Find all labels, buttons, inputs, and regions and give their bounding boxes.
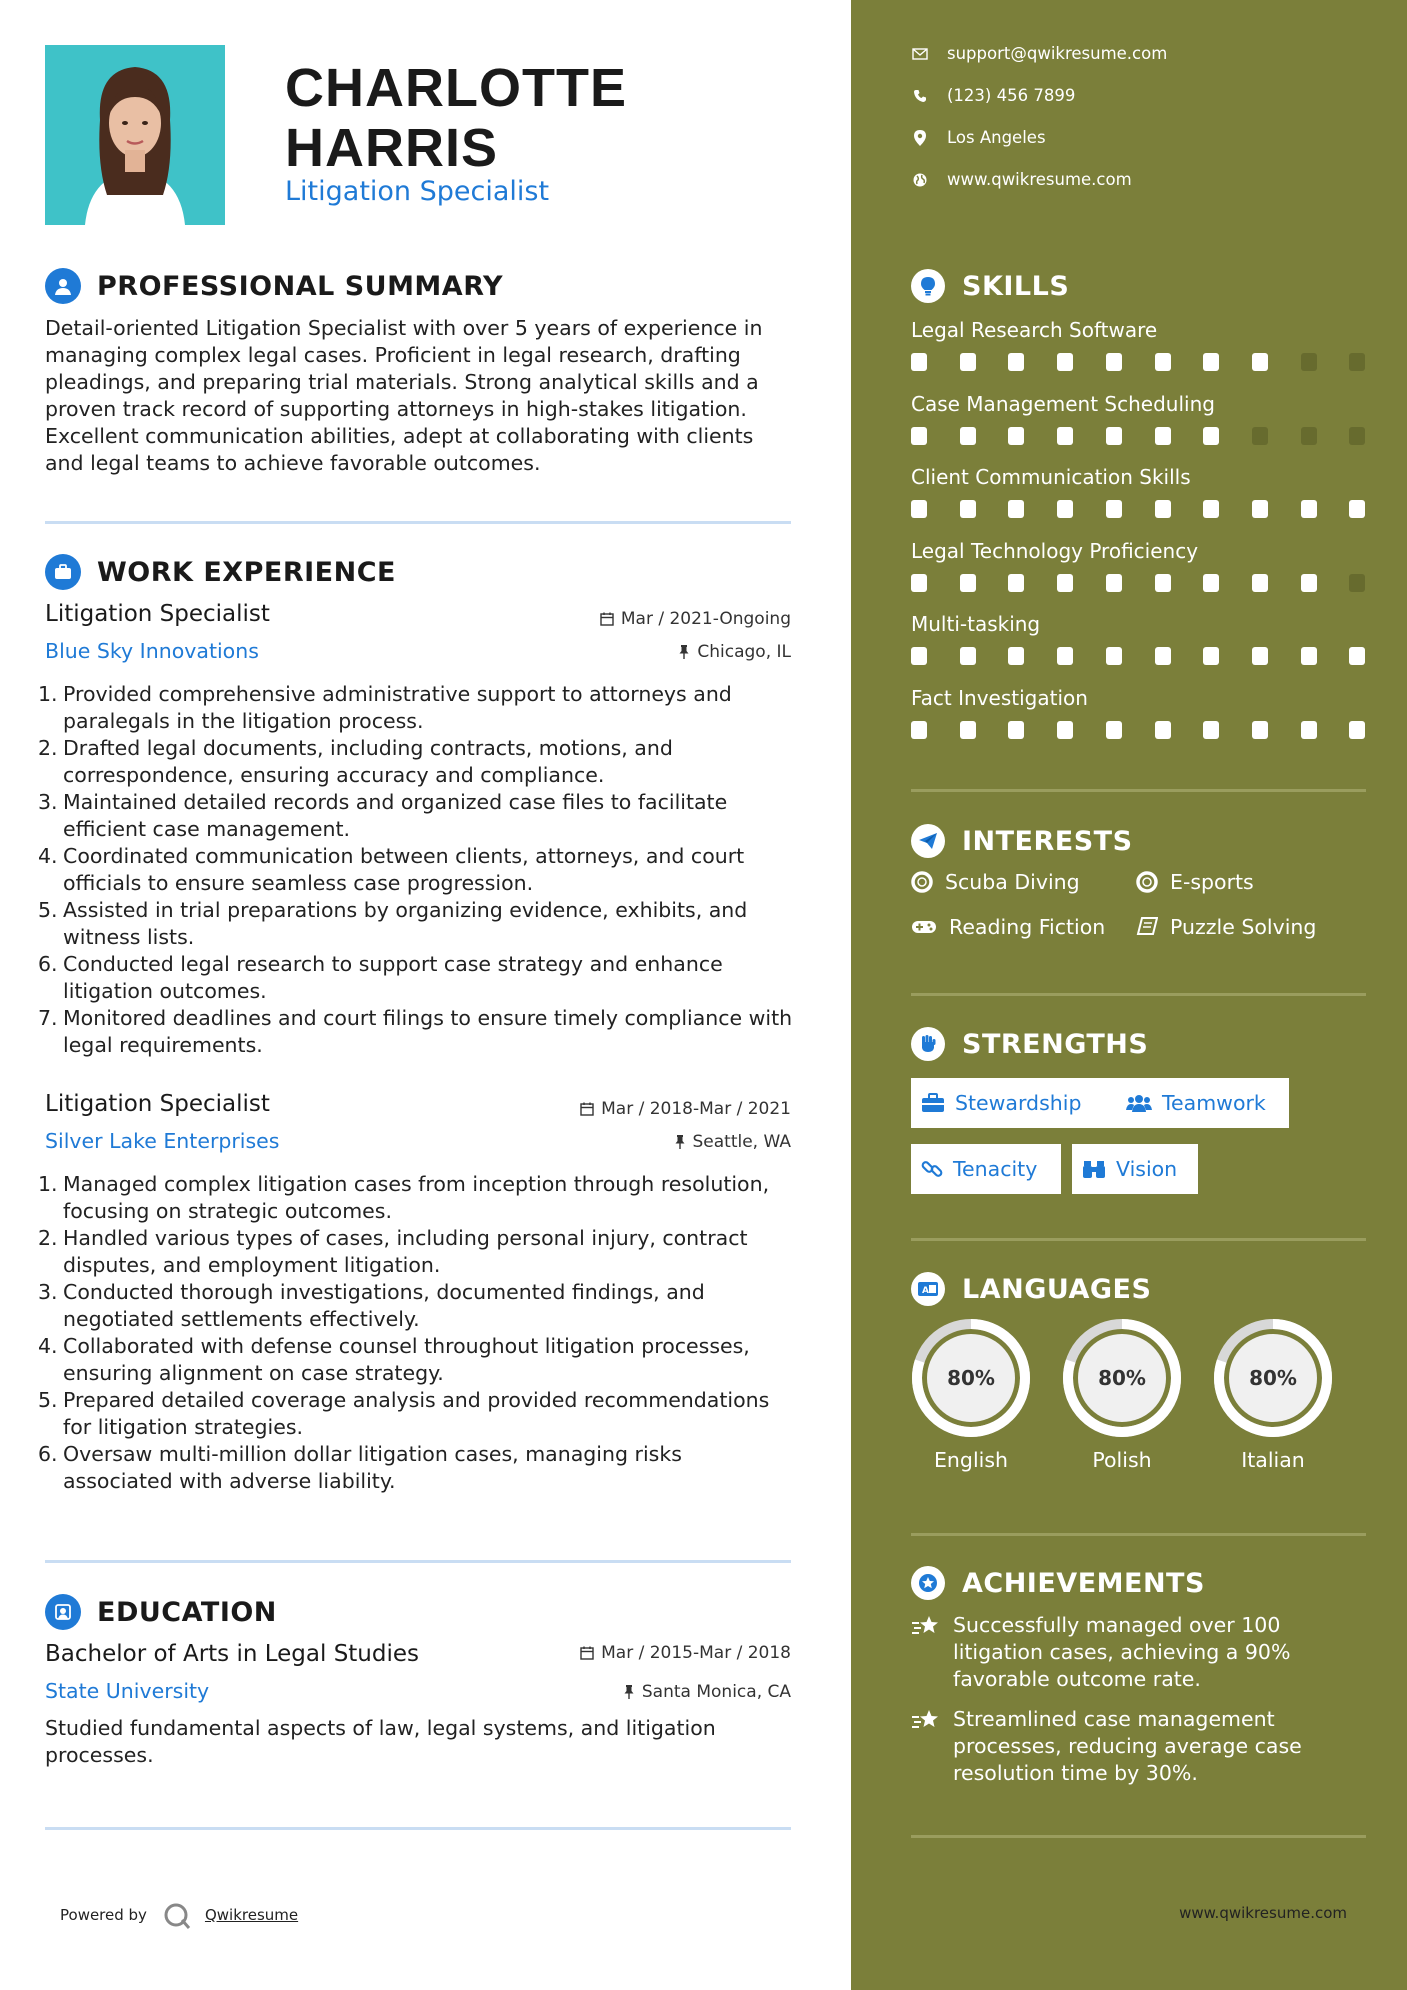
item-text: Drafted legal documents, including contracts, motions, and correspondence, ensuring accuracy and compliance. [63, 736, 673, 787]
rating-dot-filled [1155, 721, 1171, 739]
rating-dot-filled [911, 427, 927, 445]
strength-teamwork [1116, 1078, 1289, 1128]
qwikresume-link[interactable]: Qwikresume [204, 1906, 299, 1924]
language-percent: 80% [1098, 1366, 1146, 1390]
calendar-icon [580, 1646, 594, 1660]
job-1-location-text: Chicago, IL [697, 642, 791, 662]
star-badge-icon [911, 1566, 945, 1600]
rating-dot-filled [911, 500, 927, 518]
summary-heading: PROFESSIONAL SUMMARY [97, 270, 504, 302]
pin-icon [678, 645, 690, 659]
strength-label: Vision [1116, 1157, 1178, 1181]
interest-label: Scuba Diving [945, 870, 1080, 894]
interests-section-header [911, 824, 1133, 858]
users-icon [1126, 1093, 1152, 1113]
responsibility-item [38, 897, 798, 951]
rating-dot-filled [1057, 721, 1073, 739]
rating-dot-filled [1203, 353, 1219, 371]
item-text: Monitored deadlines and court filings to ensure timely compliance with legal requirements. [63, 1006, 793, 1057]
job-1-location [678, 642, 791, 662]
paper-plane-icon [911, 824, 945, 858]
skill-name: Legal Research Software [911, 318, 1158, 342]
rating-dot-filled [960, 353, 976, 371]
shooting-star-icon [911, 1614, 941, 1638]
rating-dot-filled [1349, 647, 1365, 665]
achievement-text: Successfully managed over 100 litigation cases, achieving a 90% favorable outcome rate. [953, 1613, 1291, 1691]
skills-section-header [911, 269, 1069, 303]
contact-email [911, 44, 1167, 63]
responsibility-item [38, 1225, 798, 1279]
calendar-icon [600, 612, 614, 626]
item-text: Oversaw multi-million dollar litigation cases, managing risks associated with adverse liability. [63, 1442, 682, 1493]
rating-dot-filled [960, 647, 976, 665]
item-number: 5. [38, 898, 58, 922]
svg-text:A: A [922, 1286, 929, 1296]
skill-name: Fact Investigation [911, 685, 1088, 710]
translate-icon [911, 1272, 945, 1306]
rating-dot-empty [1301, 427, 1317, 445]
rating-dot-filled [1057, 574, 1073, 592]
rating-dot-filled [911, 574, 927, 592]
item-text: Prepared detailed coverage analysis and provided recommendations for litigation strategies. [63, 1388, 770, 1439]
section-divider [45, 521, 791, 524]
education-dates [580, 1643, 791, 1663]
section-divider [911, 993, 1366, 996]
section-divider [911, 1533, 1366, 1536]
rating-dot-filled [1106, 574, 1122, 592]
item-text: Provided comprehensive administrative support to attorneys and paralegals in the litigation process. [63, 682, 732, 733]
envelope-icon [911, 48, 929, 60]
responsibility-item [38, 843, 798, 897]
language-name: Polish [1092, 1448, 1152, 1472]
rating-dot-empty [1252, 427, 1268, 445]
job-title-headline: Litigation Specialist [285, 176, 550, 207]
skill-rating [911, 500, 1367, 518]
achievements-section-header [911, 1566, 1205, 1600]
rating-dot-filled [1203, 647, 1219, 665]
section-divider [911, 789, 1366, 792]
sidebar [851, 0, 1407, 1990]
language-item [911, 1318, 1031, 1472]
languages-section-header [911, 1272, 1151, 1306]
responsibility-item [38, 735, 798, 789]
rating-dot-filled [1252, 721, 1268, 739]
item-number: 2. [38, 1226, 58, 1250]
language-percent: 80% [947, 1366, 995, 1390]
contact-website [911, 170, 1132, 189]
strength-label: Teamwork [1162, 1091, 1266, 1115]
responsibility-item [38, 951, 798, 1005]
responsibility-item [38, 1333, 798, 1387]
rating-dot-filled [1106, 500, 1122, 518]
interest-e-sports [1136, 870, 1254, 894]
item-number: 6. [38, 952, 58, 976]
skill-name: Legal Technology Proficiency [911, 538, 1199, 563]
skills-heading: SKILLS [962, 270, 1070, 302]
rating-dot-filled [1106, 721, 1122, 739]
rating-dot-filled [1301, 721, 1317, 739]
shooting-star-icon [911, 1708, 941, 1732]
job-1-dates [600, 609, 791, 629]
skill-rating [911, 721, 1367, 739]
section-divider [45, 1560, 791, 1563]
education-location [623, 1682, 791, 1702]
pin-icon [674, 1135, 686, 1149]
rating-dot-filled [1057, 500, 1073, 518]
rating-dot-filled [1008, 647, 1024, 665]
responsibility-item [38, 1441, 798, 1495]
item-number: 1. [38, 682, 58, 706]
job-2-date-text: Mar / 2018-Mar / 2021 [601, 1099, 791, 1119]
job-2-location-text: Seattle, WA [692, 1132, 791, 1152]
rating-dot-filled [1008, 427, 1024, 445]
interest-reading-fiction [911, 915, 1105, 939]
pin-icon [623, 1685, 635, 1699]
rating-dot-filled [1057, 427, 1073, 445]
skill-name: Client Communication Skills [911, 465, 1191, 489]
job-2-company: Silver Lake Enterprises [45, 1129, 280, 1153]
item-number: 4. [38, 844, 58, 868]
rating-dot-filled [1301, 574, 1317, 592]
rating-dot-filled [1252, 647, 1268, 665]
rating-dot-filled [1203, 574, 1219, 592]
rating-dot-filled [1252, 574, 1268, 592]
candidate-name [285, 58, 627, 178]
link-icon [921, 1158, 943, 1180]
rating-dot-filled [1349, 721, 1365, 739]
item-number: 7. [38, 1006, 58, 1030]
contact-phone [911, 86, 1075, 105]
rating-dot-filled [1301, 647, 1317, 665]
item-text: Coordinated communication between clients, attorneys, and court officials to ensure seamless case progression. [63, 844, 745, 895]
languages-heading: LANGUAGES [962, 1273, 1152, 1305]
responsibility-item [38, 1171, 798, 1225]
job-2-dates [580, 1099, 791, 1119]
achievements-heading: ACHIEVEMENTS [962, 1567, 1205, 1599]
powered-by [60, 1900, 298, 1930]
job-2-title: Litigation Specialist [45, 1091, 270, 1117]
rating-dot-filled [911, 721, 927, 739]
item-number: 4. [38, 1334, 58, 1358]
interests-heading: INTERESTS [962, 825, 1133, 857]
phone-text: (123) 456 7899 [947, 86, 1076, 105]
briefcase-icon [921, 1093, 945, 1113]
strengths-heading: STRENGTHS [962, 1028, 1149, 1060]
skill-name: Case Management Scheduling [911, 391, 1215, 416]
fist-icon [911, 1027, 945, 1061]
responsibility-item [38, 1279, 798, 1333]
rating-dot-filled [1106, 427, 1122, 445]
email-text[interactable]: support@qwikresume.com [947, 44, 1168, 63]
item-text: Conducted legal research to support case strategy and enhance litigation outcomes. [63, 952, 723, 1003]
binoculars-icon [1082, 1159, 1106, 1179]
job-1-title: Litigation Specialist [45, 601, 270, 627]
rating-dot-filled [1155, 500, 1171, 518]
rating-dot-filled [1008, 721, 1024, 739]
strength-tenacity [911, 1144, 1061, 1194]
interest-label: Puzzle Solving [1170, 915, 1317, 939]
rating-dot-filled [960, 574, 976, 592]
experience-section-header [45, 554, 396, 590]
item-number: 1. [38, 1172, 58, 1196]
rating-dot-filled [1349, 500, 1365, 518]
lightbulb-icon [911, 269, 945, 303]
job-1-responsibilities [38, 681, 798, 1059]
item-number: 3. [38, 790, 58, 814]
strength-stewardship [911, 1078, 1116, 1128]
skill-rating [911, 574, 1367, 592]
interest-label: Reading Fiction [949, 915, 1106, 939]
rating-dot-filled [1203, 500, 1219, 518]
education-section-header [45, 1594, 277, 1630]
rating-dot-filled [1155, 647, 1171, 665]
profile-photo [45, 45, 225, 225]
language-name: Italian [1241, 1448, 1305, 1472]
job-1-date-text: Mar / 2021-Ongoing [620, 609, 791, 629]
location-text: Los Angeles [947, 128, 1046, 147]
rating-dot-filled [1106, 353, 1122, 371]
calendar-icon [580, 1102, 594, 1116]
map-marker-icon [911, 130, 929, 146]
rating-dot-filled [911, 647, 927, 665]
skill-rating [911, 647, 1367, 665]
job-2-responsibilities [38, 1171, 798, 1495]
user-icon [45, 268, 81, 304]
life-ring-icon [1136, 871, 1158, 893]
rating-dot-empty [1301, 353, 1317, 371]
rating-dot-filled [960, 500, 976, 518]
item-text: Assisted in trial preparations by organizing evidence, exhibits, and witness lists. [63, 898, 748, 949]
skill-rating [911, 427, 1367, 445]
degree-title: Bachelor of Arts in Legal Studies [45, 1641, 420, 1667]
rating-dot-filled [1203, 721, 1219, 739]
book-icon [1136, 917, 1158, 937]
responsibility-item [38, 789, 798, 843]
section-divider [911, 1835, 1366, 1838]
rating-dot-filled [960, 721, 976, 739]
item-number: 6. [38, 1442, 58, 1466]
item-text: Collaborated with defense counsel throughout litigation processes, ensuring alignment on case strategy. [63, 1334, 750, 1385]
name-line-1: CHARLOTTE [285, 58, 627, 118]
strength-label: Tenacity [953, 1157, 1038, 1181]
rating-dot-empty [1349, 574, 1365, 592]
contact-location [911, 128, 1046, 147]
interest-label: E-sports [1170, 870, 1254, 894]
section-divider [911, 1238, 1366, 1241]
language-percent: 80% [1249, 1366, 1297, 1390]
rating-dot-filled [1008, 500, 1024, 518]
achievement-1 [911, 1612, 1371, 1693]
language-item [1213, 1318, 1333, 1472]
responsibility-item [38, 681, 798, 735]
website-text[interactable]: www.qwikresume.com [947, 170, 1132, 189]
rating-dot-filled [960, 427, 976, 445]
job-1-company: Blue Sky Innovations [45, 639, 259, 663]
phone-icon [911, 89, 929, 103]
rating-dot-filled [1008, 353, 1024, 371]
interest-puzzle-solving [1136, 915, 1316, 939]
globe-icon [911, 173, 929, 187]
skill-rating [911, 353, 1367, 371]
rating-dot-filled [911, 353, 927, 371]
rating-dot-filled [1106, 647, 1122, 665]
summary-text: Detail-oriented Litigation Specialist with over 5 years of experience in managing complex legal cases. Proficient in legal research, drafting pleadings, and preparing trial materials. Strong analytical skills and a proven track record of supporting attorneys in high-stakes litigation. Excellent communication abilities, adept at collaborating with clients and legal teams to achieve favorable outcomes. [45, 316, 763, 475]
rating-dot-filled [1155, 574, 1171, 592]
briefcase-icon [45, 554, 81, 590]
education-location-text: Santa Monica, CA [641, 1682, 791, 1702]
rating-dot-filled [1057, 353, 1073, 371]
interest-scuba-diving [911, 870, 1080, 894]
responsibility-item [38, 1005, 798, 1059]
item-text: Handled various types of cases, including personal injury, contract disputes, and employment litigation. [63, 1226, 748, 1277]
item-number: 5. [38, 1388, 58, 1412]
school-name: State University [45, 1679, 210, 1703]
item-text: Maintained detailed records and organized case files to facilitate efficient case management. [63, 790, 728, 841]
rating-dot-filled [1155, 427, 1171, 445]
item-text: Conducted thorough investigations, documented findings, and negotiated settlements effectively. [63, 1280, 705, 1331]
rating-dot-filled [1203, 427, 1219, 445]
education-date-text: Mar / 2015-Mar / 2018 [601, 1643, 791, 1663]
section-divider [45, 1827, 791, 1830]
strengths-section-header [911, 1027, 1148, 1061]
experience-heading: WORK EXPERIENCE [97, 556, 396, 588]
language-item [1062, 1318, 1182, 1472]
responsibility-item [38, 1387, 798, 1441]
rating-dot-filled [1008, 574, 1024, 592]
strength-label: Stewardship [955, 1091, 1082, 1115]
language-name: English [933, 1448, 1009, 1472]
strength-vision [1072, 1144, 1198, 1194]
rating-dot-filled [1252, 500, 1268, 518]
rating-dot-filled [1057, 647, 1073, 665]
item-number: 2. [38, 736, 58, 760]
skill-name: Multi-tasking [911, 612, 1041, 636]
rating-dot-empty [1349, 353, 1365, 371]
name-line-2: HARRIS [285, 118, 499, 178]
job-2-location [674, 1132, 792, 1152]
rating-dot-filled [1155, 353, 1171, 371]
rating-dot-filled [1252, 353, 1268, 371]
qwikresume-logo-icon [161, 1900, 195, 1930]
graduate-icon [45, 1594, 81, 1630]
education-description: Studied fundamental aspects of law, legal systems, and litigation processes. [45, 1716, 716, 1767]
achievement-2 [911, 1706, 1371, 1787]
life-ring-icon [911, 871, 933, 893]
footer-website[interactable]: www.qwikresume.com [1179, 1904, 1347, 1922]
item-text: Managed complex litigation cases from inception through resolution, focusing on strategic outcomes. [63, 1172, 770, 1223]
education-heading: EDUCATION [97, 1596, 277, 1628]
summary-section-header [45, 268, 503, 304]
rating-dot-filled [1301, 500, 1317, 518]
item-number: 3. [38, 1280, 58, 1304]
powered-by-label: Powered by [60, 1906, 147, 1924]
gamepad-icon [911, 919, 937, 935]
achievement-text: Streamlined case management processes, reducing average case resolution time by 30%. [953, 1707, 1302, 1785]
rating-dot-empty [1349, 427, 1365, 445]
